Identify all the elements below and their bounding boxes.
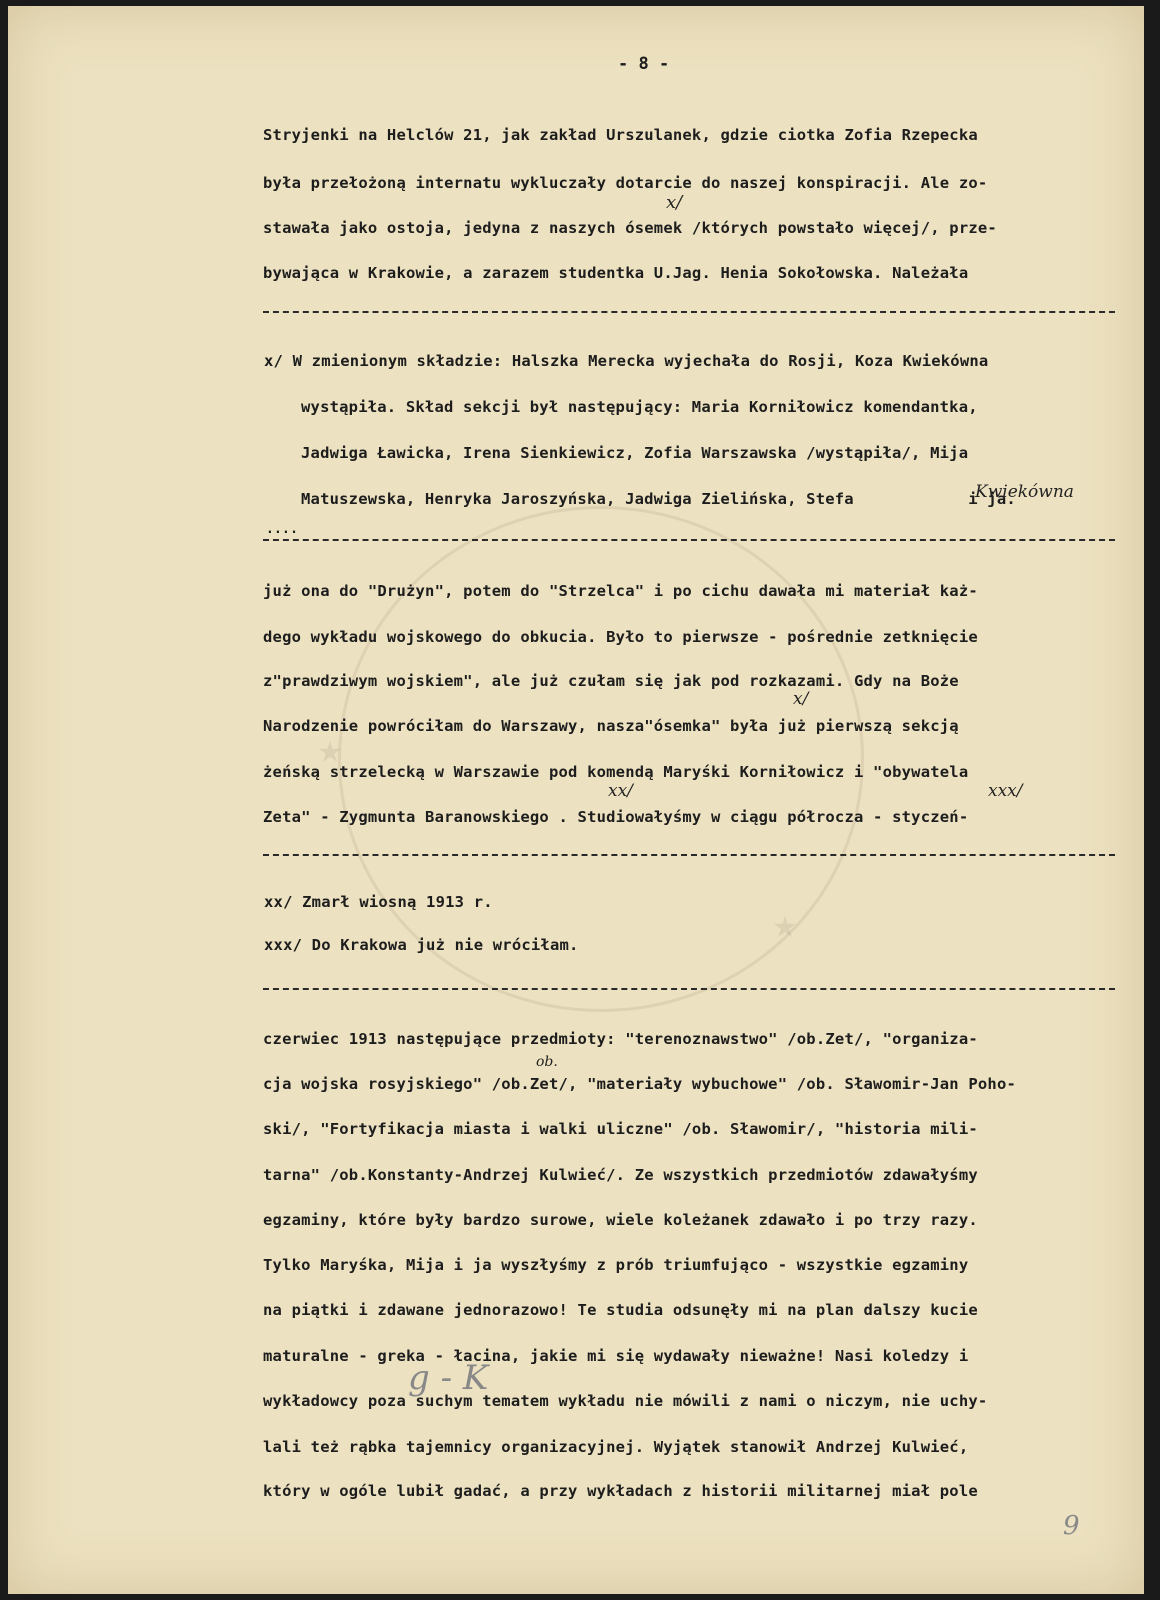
body-line: już ona do "Drużyn", potem do "Strzelca" i po cichu dawała mi materiał każ- xyxy=(263,582,978,600)
footnote-line: xx/ Zmarł wiosną 1913 r. xyxy=(264,893,493,911)
body-line: cja wojska rosyjskiego" /ob.Zet/, "materiały wybuchowe" /ob. Sławomir-Jan Poho- xyxy=(263,1075,1017,1093)
body-line: który w ogóle lubił gadać, a przy wykładach z historii militarnej miał pole xyxy=(263,1482,978,1500)
body-line: maturalne - greka - łacina, jakie mi się wydawały nieważne! Nasi koledzy i xyxy=(263,1347,969,1365)
watermark-star-icon: ★ xyxy=(773,901,798,947)
footnote-line: x/ W zmienionym składzie: Halszka Merecka wyjechała do Rosji, Koza Kwiekówna xyxy=(264,352,989,370)
handwritten-insert: ob. xyxy=(536,1054,558,1070)
body-line: wykładowcy poza suchym tematem wykładu nie mówili z nami o niczym, nie uchy- xyxy=(263,1392,988,1410)
body-line: lali też rąbka tajemnicy organizacyjnej. Wyjątek stanowił Andrzej Kulwieć, xyxy=(263,1438,969,1456)
footnote-separator xyxy=(263,311,1115,313)
body-line: z"prawdziwym wojskiem", ale już czułam się jak pod rozkazami. Gdy na Boże xyxy=(263,672,959,690)
footnote-separator xyxy=(263,539,1115,541)
footnote-line: Jadwiga Ławicka, Irena Sienkiewicz, Zofia Warszawska /wystąpiła/, Mija xyxy=(301,444,969,462)
body-line: tarna" /ob.Konstanty-Andrzej Kulwieć/. Ze wszystkich przedmiotów zdawałyśmy xyxy=(263,1166,978,1184)
body-line: ski/, "Fortyfikacja miasta i walki uliczne" /ob. Sławomir/, "historia mili- xyxy=(263,1120,978,1138)
watermark-star-icon: ★ xyxy=(318,726,343,772)
footnote-end-marks: .... xyxy=(266,522,299,537)
body-line: Stryjenki na Helclów 21, jak zakład Urszulanek, gdzie ciotka Zofia Rzepecka xyxy=(263,126,978,144)
document-page xyxy=(8,6,1144,1594)
body-line: żeńską strzelecką w Warszawie pod komendą Maryśki Korniłowicz i "obywatela xyxy=(263,763,969,781)
handwritten-footnote-ref: x/ xyxy=(793,689,809,709)
footnote-separator xyxy=(263,988,1115,990)
body-line: na piątki i zdawane jednorazowo! Te studia odsunęły mi na plan dalszy kucie xyxy=(263,1301,978,1319)
handwritten-name: Kwiekówna xyxy=(975,482,1074,502)
footnote-line: Matuszewska, Henryka Jaroszyńska, Jadwiga Zielińska, Stefa i ja. xyxy=(301,490,1016,508)
footnote-line: xxx/ Do Krakowa już nie wróciłam. xyxy=(264,936,579,954)
body-line: czerwiec 1913 następujące przedmioty: "terenoznawstwo" /ob.Zet/, "organiza- xyxy=(263,1030,978,1048)
body-line: dego wykładu wojskowego do obkucia. Było to pierwsze - pośrednie zetknięcie xyxy=(263,628,978,646)
pencil-page-number: 9 xyxy=(1063,1511,1080,1541)
body-line: była przełożoną internatu wykluczały dotarcie do naszej konspiracji. Ale zo- xyxy=(263,174,988,192)
body-line: Narodzenie powróciłam do Warszawy, nasza"ósemka" była już pierwszą sekcją xyxy=(263,717,959,735)
body-line: Tylko Maryśka, Mija i ja wyszłyśmy z prób triumfująco - wszystkie egzaminy xyxy=(263,1256,969,1274)
handwritten-footnote-ref: xx/ xyxy=(608,781,633,801)
footnote-line: wystąpiła. Skład sekcji był następujący: Maria Korniłowicz komendantka, xyxy=(301,398,978,416)
pencil-note: g - K xyxy=(408,1358,489,1398)
footnote-separator xyxy=(263,854,1115,856)
body-line: stawała jako ostoja, jedyna z naszych ósemek /których powstało więcej/, prze- xyxy=(263,219,997,237)
body-line: Zeta" - Zygmunta Baranowskiego . Studiowałyśmy w ciągu półrocza - styczeń- xyxy=(263,808,969,826)
handwritten-footnote-ref: xxx/ xyxy=(988,781,1023,801)
body-line: egzaminy, które były bardzo surowe, wiele koleżanek zdawało i po trzy razy. xyxy=(263,1211,978,1229)
body-line: bywająca w Krakowie, a zarazem studentka U.Jag. Henia Sokołowska. Należała xyxy=(263,264,969,282)
handwritten-footnote-ref: x/ xyxy=(666,192,683,213)
page-number: - 8 - xyxy=(618,54,670,74)
